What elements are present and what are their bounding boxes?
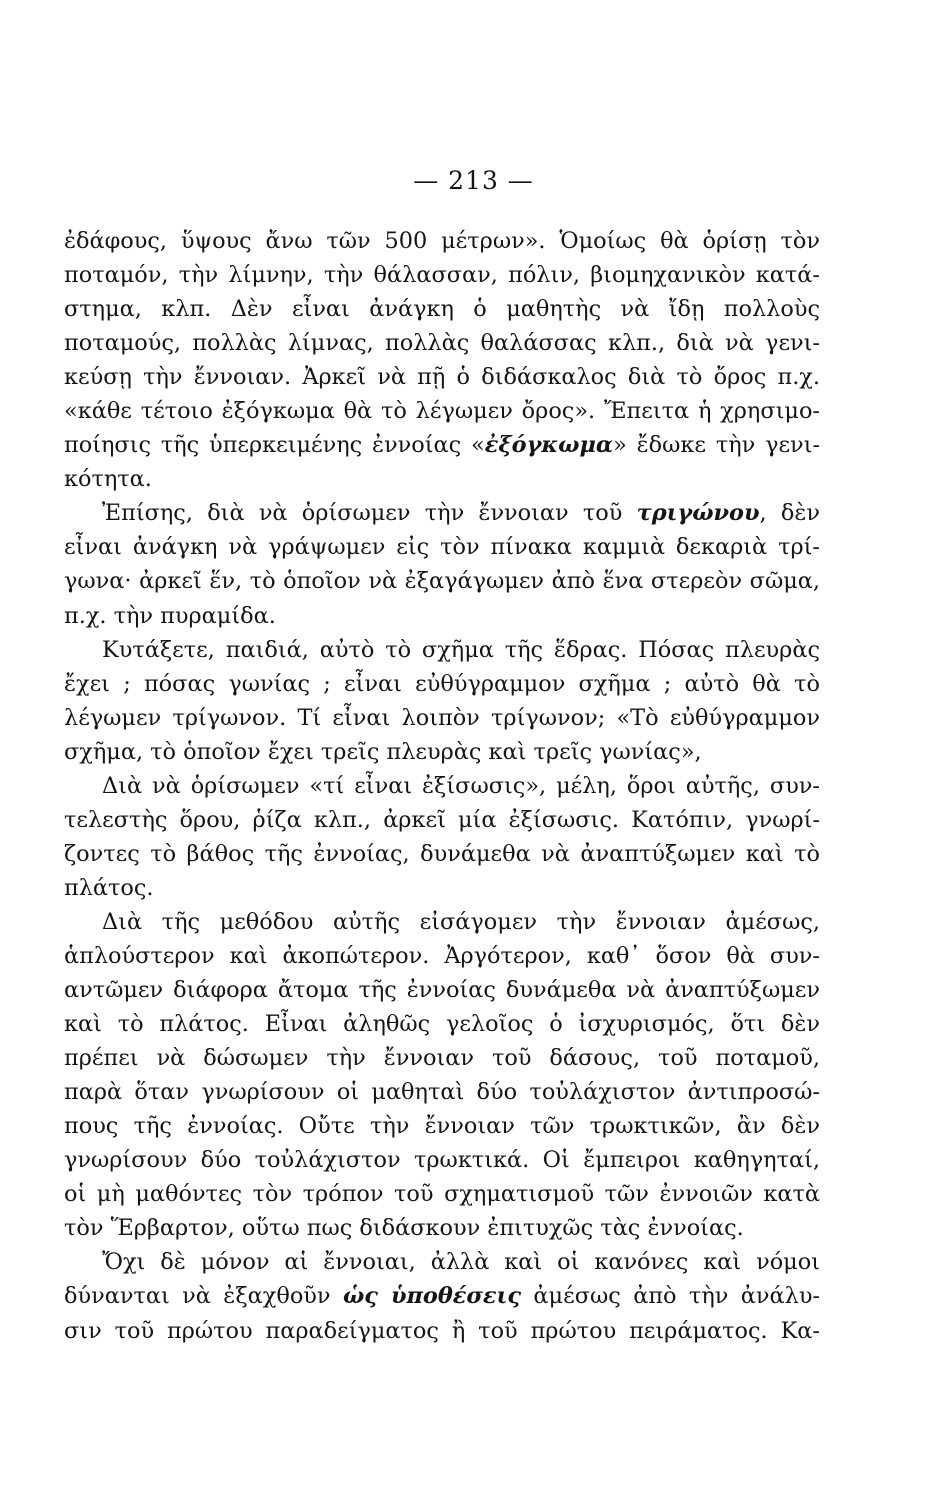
text-segment: «κάθε τέτοιο ἐξόγκωμα θὰ τὸ λέγωμεν ὄρος». Ἔπειτα ἡ χρησιμο- (64, 398, 820, 425)
text-segment: αντῶμεν διάφορα ἄτομα τῆς ἐννοίας δυνάμεθα νὰ ἀναπτύξωμεν (64, 977, 820, 1004)
text-segment: δύνανται νὰ ἐξαχθοῦν (64, 1283, 343, 1310)
emphasized-term: ἐξόγκωμα (484, 432, 614, 459)
text-segment: σχῆμα, τὸ ὁποῖον ἔχει τρεῖς πλευρὰς καὶ τρεῖς γωνίας», (64, 738, 702, 765)
text-segment: ἁπλούστερον καὶ ἀκοπώτερον. Ἀργότερον, καθ᾽ ὅσον θὰ συν- (64, 942, 820, 969)
text-segment: ζοντες τὸ βάθος τῆς ἐννοίας, δυνάμεθα νὰ ἀναπτύξωμεν καὶ τὸ (64, 840, 820, 867)
text-segment: εἶναι ἀνάγκη νὰ γράψωμεν εἰς τὸν πίνακα καμμιὰ δεκαριὰ τρί- (64, 534, 820, 561)
text-segment: π.χ. τὴν πυραμίδα. (64, 602, 276, 629)
text-line (64, 564, 820, 598)
text-segment: γωνα· ἀρκεῖ ἕν, τὸ ὁποῖον νὰ ἐξαγάγωμεν ἀπὸ ἕνα στερεὸν σῶμα, (64, 568, 820, 595)
text-segment: ποίησις τῆς ὑπερκειμένης ἐννοίας « (64, 432, 485, 459)
text-segment: Διὰ τῆς μεθόδου αὐτῆς εἰσάγομεν τὴν ἔννοιαν ἀμέσως, (102, 908, 820, 935)
text-segment: ἐδάφους, ὕψους ἄνω τῶν 500 μέτρων». Ὁμοίως θὰ ὁρίσῃ τὸν (64, 228, 820, 254)
text-line (64, 496, 820, 530)
text-line (64, 973, 820, 1007)
text-line (64, 871, 820, 905)
emphasized-term: ὡς ὑποθέσεις (342, 1283, 521, 1310)
text-segment: ἀμέσως ἀπὸ τὴν ἀνάλυ- (521, 1283, 820, 1310)
text-line (64, 1143, 820, 1177)
text-line (64, 1041, 820, 1075)
text-line (64, 462, 820, 496)
text-segment: τὸν Ἕρβαρτον, οὕτω πως διδάσκουν ἐπιτυχῶς τὰς ἐννοίας. (64, 1215, 744, 1242)
text-line (64, 360, 820, 394)
text-segment: » ἔδωκε τὴν γενι- (613, 432, 820, 459)
page-number: — 213 — (413, 166, 534, 195)
text-segment: Διὰ νὰ ὁρίσωμεν «τί εἶναι ἐξίσωσις», μέλη, ὅροι αὐτῆς, συν- (102, 772, 820, 799)
text-segment: πλάτος. (64, 874, 154, 901)
text-segment: Ὄχι δὲ μόνον αἱ ἔννοιαι, ἀλλὰ καὶ οἱ κανόνες καὶ νόμοι (102, 1249, 820, 1276)
text-segment: πρέπει νὰ δώσωμεν τὴν ἔννοιαν τοῦ δάσους, τοῦ ποταμοῦ, (64, 1045, 820, 1072)
text-line (64, 1177, 820, 1211)
text-line (64, 292, 820, 326)
text-line (64, 530, 820, 564)
text-line (64, 1075, 820, 1109)
text-segment: πους τῆς ἐννοίας. Οὔτε τὴν ἔννοιαν τῶν τρωκτικῶν, ἂν δὲν (64, 1113, 820, 1140)
text-line (64, 258, 820, 292)
text-line (64, 1279, 820, 1313)
text-line (64, 428, 820, 462)
text-segment: γνωρίσουν δύο τοὐλάχιστον τρωκτικά. Οἱ ἔμπειροι καθηγηταί, (64, 1147, 820, 1174)
text-line (64, 326, 820, 360)
text-line (64, 939, 820, 973)
text-segment: οἱ μὴ μαθόντες τὸν τρόπον τοῦ σχηματισμοῦ τῶν ἐννοιῶν κατὰ (64, 1181, 820, 1208)
text-line (64, 1245, 820, 1279)
text-line (64, 701, 820, 735)
text-line (64, 394, 820, 428)
text-segment: Κυτάξετε, παιδιά, αὐτὸ τὸ σχῆμα τῆς ἕδρας. Πόσας πλευρὰς (102, 636, 820, 663)
text-line (64, 1109, 820, 1143)
text-segment: παρὰ ὅταν γνωρίσουν οἱ μαθηταὶ δύο τοὐλάχιστον ἀντιπροσώ- (64, 1079, 820, 1106)
text-segment: λέγωμεν τρίγωνον. Τί εἶναι λοιπὸν τρίγωνον; «Τὸ εὐθύγραμμον (64, 704, 820, 731)
text-segment: ποταμόν, τὴν λίμνην, τὴν θάλασσαν, πόλιν, βιομηχανικὸν κατά- (64, 262, 820, 289)
emphasized-term: τριγώνου (636, 500, 760, 527)
text-line (64, 905, 820, 939)
text-line (64, 837, 820, 871)
text-segment: σιν τοῦ πρώτου παραδείγματος ἢ τοῦ πρώτου πειράματος. Κα- (64, 1317, 820, 1344)
text-segment: ποταμούς, πολλὰς λίμνας, πολλὰς θαλάσσας κλπ., διὰ νὰ γενι- (64, 330, 820, 357)
text-line (64, 599, 820, 633)
text-segment: καὶ τὸ πλάτος. Εἶναι ἀληθῶς γελοῖος ὁ ἰσχυρισμός, ὅτι δὲν (64, 1011, 820, 1038)
text-segment: στημα, κλπ. Δὲν εἶναι ἀνάγκη ὁ μαθητὴς νὰ ἴδῃ πολλοὺς (64, 296, 820, 323)
text-segment: ἔχει ; πόσας γωνίας ; εἶναι εὐθύγραμμον σχῆμα ; αὐτὸ θὰ τὸ (64, 670, 820, 697)
text-segment: κεύσῃ τὴν ἔννοιαν. Ἀρκεῖ νὰ πῇ ὁ διδάσκαλος διὰ τὸ ὄρος π.χ. (64, 364, 820, 391)
text-line (64, 1007, 820, 1041)
text-segment: , δὲν (759, 500, 820, 527)
text-segment: κότητα. (64, 466, 152, 493)
text-segment: τελεστὴς ὅρου, ῥίζα κλπ., ἀρκεῖ μία ἐξίσωσις. Κατόπιν, γνωρί- (64, 806, 820, 833)
text-segment: Ἐπίσης, διὰ νὰ ὁρίσωμεν τὴν ἔννοιαν τοῦ (102, 500, 637, 527)
text-line (64, 224, 820, 258)
body-text (64, 224, 820, 1348)
text-line (64, 735, 820, 769)
text-line (64, 633, 820, 667)
text-line (64, 1314, 820, 1348)
text-line (64, 667, 820, 701)
text-line (64, 803, 820, 837)
text-line (64, 1211, 820, 1245)
text-line (64, 769, 820, 803)
